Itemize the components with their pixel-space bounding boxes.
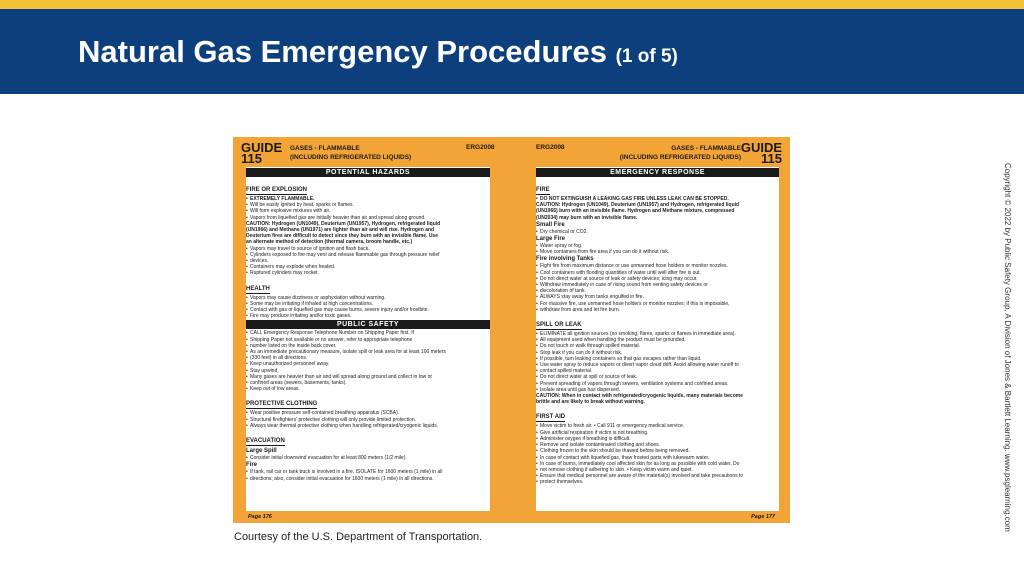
section-heading: FIRE OR EXPLOSION	[246, 187, 308, 193]
guide-line: • Ruptured cylinders may rocket.	[246, 270, 490, 276]
guide-line: • Stop leak if you can do it without risk.	[536, 350, 779, 356]
guide-line: • Shipping Paper not available or no answer, refer to appropriate telephone	[246, 337, 490, 343]
guide-line: • Keep unauthorized personnel away.	[246, 361, 490, 367]
guide-line: • Consider initial downwind evacuation for at least 800 meters (1/2 mile).	[246, 455, 490, 461]
guide-line: (UN1966) and Methane (UN1971) are lighter than air and will rise. Hydrogen and	[246, 227, 435, 234]
guide-line: • Withdraw immediately in case of rising sound from venting safety devices or	[536, 282, 779, 288]
guide-line: • If possible, turn leaking containers so that gas escapes rather than liquid.	[536, 356, 779, 362]
slide-title: Natural Gas Emergency Procedures (1 of 5)	[78, 34, 678, 69]
guide-line: • discoloration of tank.	[536, 288, 779, 294]
guide-line: • Vapors may travel to source of ignition and flash back.	[246, 246, 490, 252]
guide-line: • (330 feet) in all directions.	[246, 355, 490, 361]
guide-line: • Contact with gas or liquefied gas may cause burns, severe injury and/or frostbite.	[246, 307, 490, 313]
guide-line: (UN1966) burn with an invisible flame. Hydrogen and Methane mixture, compressed	[536, 208, 735, 215]
section-heading: FIRST AID	[536, 414, 566, 421]
page-number-left: Page 176	[248, 514, 272, 520]
guide-line: • ELIMINATE all ignition sources (no smoking, flares, sparks or flames in immediate area).	[536, 331, 779, 337]
guide-line: • In case of burns, immediately cool affected skin for as long as possible with cold water. Do	[536, 461, 779, 467]
guide-line: • Always wear thermal protective clothing when handling refrigerated/cryogenic liquids.	[246, 423, 490, 429]
guide-line: • If tank, rail car or tank truck is involved in a fire, ISOLATE for 1600 meters (1 mile) in all	[246, 469, 490, 475]
guide-line: • Isolate area until gas has dispersed.	[536, 387, 779, 393]
accent-stripe	[0, 0, 1024, 9]
guide-line: • Stay upwind.	[246, 368, 490, 374]
section-heading: Large Fire	[536, 236, 566, 243]
guide-line: (UN2034) may burn with an invisible flame.	[536, 214, 638, 221]
guide-line: • For massive fire, use unmanned hose holders or monitor nozzles; if this is impossible,	[536, 301, 779, 307]
guide-line: • In case of contact with liquefied gas, thaw frosted parts with lukewarm water.	[536, 455, 779, 461]
section-bar: EMERGENCY RESPONSE	[536, 168, 779, 177]
guide-line: an alternate method of detection (thermal camera, broom handle, etc.)	[246, 239, 413, 246]
guide-line: • DO NOT EXTINGUISH A LEAKING GAS FIRE UNLESS LEAK CAN BE STOPPED.	[536, 196, 779, 202]
guide-line: • Fire may produce irritating and/or toxic gases.	[246, 313, 490, 319]
guide-line: CAUTION: Hydrogen (UN1049), Deuterium (UN1957), Hydrogen, refrigerated liquid	[246, 220, 441, 227]
section-heading: FIRE	[536, 187, 550, 193]
guide-line: brittle and are likely to break without warning.	[536, 399, 645, 406]
guide-line: • As an immediate precautionary measure, isolate spill or leak area for at least 100 meters	[246, 349, 490, 355]
guide-line: • protect themselves.	[536, 479, 779, 485]
erg-guide-image	[233, 137, 790, 523]
guide-line: • Water spray or fog.	[536, 243, 779, 249]
guide-line: • Keep out of low areas.	[246, 386, 490, 392]
guide-line: • Administer oxygen if breathing is difficult.	[536, 436, 779, 442]
section-heading: EVACUATION	[246, 438, 285, 445]
guide-line: • Vapors may cause dizziness or asphyxiation without warning.	[246, 295, 490, 301]
guide-inner	[238, 139, 785, 521]
guide-line: • Do not direct water at spill or source of leak.	[536, 374, 779, 380]
gases-title-right: GASES - FLAMMABLE (INCLUDING REFRIGERATED LIQUIDS)	[619, 145, 741, 161]
section-heading: HEALTH	[246, 285, 270, 292]
guide-line: • confined areas (sewers, basements, tanks).	[246, 380, 490, 386]
section-heading: PROTECTIVE CLOTHING	[246, 401, 318, 408]
guide-line: • Ensure that medical personnel are aware of the material(s) involved and take precautions to	[536, 473, 779, 479]
guide-line: • Use water spray to reduce vapors or divert vapor cloud drift. Avoid allowing water runoff to	[536, 362, 779, 368]
guide-line: • number listed on the inside back cover.	[246, 343, 490, 349]
gases-title-left: GASES - FLAMMABLE (INCLUDING REFRIGERATED LIQUIDS)	[290, 145, 412, 161]
guide-line: • Move containers from fire area if you can do it without risk.	[536, 249, 779, 255]
guide-line: • Fight fire from maximum distance or use unmanned hose holders or monitor nozzles.	[536, 263, 779, 269]
guide-line: • Vapors from liquefied gas are initially heavier than air and spread along ground.	[246, 215, 490, 221]
guide-page-177	[536, 167, 779, 511]
guide-line: • Structural firefighters' protective clothing will only provide limited protection.	[246, 417, 490, 423]
guide-line: • Cool containers with flooding quantities of water until well after fire is out.	[536, 270, 779, 276]
section-heading: SPILL OR LEAK	[536, 322, 582, 329]
guide-line: • contact spilled material.	[536, 368, 779, 374]
guide-label-left: GUIDE 115	[241, 140, 283, 166]
guide-line: • directions; also, consider initial evacuation for 1600 meters (1 mile) in all directions.	[246, 476, 490, 482]
guide-line: • Clothing frozen to the skin should be thawed before being removed.	[536, 448, 779, 454]
guide-line: • Prevent spreading of vapors through sewers, ventilation systems and confined areas.	[536, 381, 779, 387]
section-heading: Fire	[246, 462, 258, 469]
guide-line: • CALL Emergency Response Telephone Number on Shipping Paper first. If	[246, 330, 490, 336]
section-bar: PUBLIC SAFETY	[246, 320, 490, 329]
guide-line: • Will form explosive mixtures with air.	[246, 208, 490, 214]
guide-line: • Give artificial respiration if victim is not breathing.	[536, 430, 779, 436]
guide-line: • Will be easily ignited by heat, sparks or flames.	[246, 202, 490, 208]
guide-line: • Remove and isolate contaminated clothing and shoes.	[536, 442, 779, 448]
guide-line: • All equipment used when handling the product must be grounded.	[536, 337, 779, 343]
page-number-right: Page 177	[751, 514, 775, 520]
erg-label-left: ERG2008	[466, 144, 495, 151]
guide-line: CAUTION: When in contact with refrigerated/cryogenic liquids, many materials become	[536, 393, 743, 400]
guide-line: • Do not direct water at source of leak or safety devices; icing may occur.	[536, 276, 779, 282]
copyright-notice: Copyright © 2022 by Public Safety Group, A Division of Jones & Bartlett Learning. www.psglearning.com	[1003, 163, 1012, 532]
guide-page-176	[246, 167, 490, 511]
guide-label-right: GUIDE 115	[740, 140, 782, 166]
guide-line: • Cylinders exposed to fire may vent and release flammable gas through pressure relief	[246, 252, 490, 258]
guide-line: • not remove clothing if adhering to skin. • Keep victim warm and quiet.	[536, 467, 779, 473]
section-heading: Small Fire	[536, 221, 565, 228]
section-heading: Large Spill	[246, 448, 277, 455]
erg-label-right: ERG2008	[536, 144, 565, 151]
slide-subtitle: (1 of 5)	[615, 46, 678, 67]
section-heading: Fire involving Tanks	[536, 256, 594, 263]
guide-line: • Many gases are heavier than air and will spread along ground and collect in low or	[246, 374, 490, 380]
guide-line: Deuterium fires are difficult to detect since they burn with an invisible flame. Use	[246, 233, 438, 240]
guide-line: • Wear positive pressure self-contained breathing apparatus (SCBA).	[246, 410, 490, 416]
guide-line: • Dry chemical or CO2.	[536, 229, 779, 235]
section-bar: POTENTIAL HAZARDS	[246, 168, 490, 177]
guide-line: • Some may be irritating if inhaled at high concentrations.	[246, 301, 490, 307]
guide-line: • EXTREMELY FLAMMABLE.	[246, 196, 490, 202]
guide-line: • ALWAYS stay away from tanks engulfed in fire.	[536, 294, 779, 300]
guide-line: • withdraw from area and let fire burn.	[536, 307, 779, 313]
guide-line: CAUTION: Hydrogen (UN1049), Deuterium (UN1957) and Hydrogen, refrigerated liquid	[536, 202, 740, 209]
image-caption: Courtesy of the U.S. Department of Transportation.	[234, 531, 483, 543]
guide-line: • devices.	[246, 258, 490, 264]
guide-topbar	[238, 139, 785, 167]
guide-line: • Do not touch or walk through spilled material.	[536, 343, 779, 349]
guide-line: • Containers may explode when heated.	[246, 264, 490, 270]
guide-line: • Move victim to fresh air. • Call 911 or emergency medical service.	[536, 423, 779, 429]
